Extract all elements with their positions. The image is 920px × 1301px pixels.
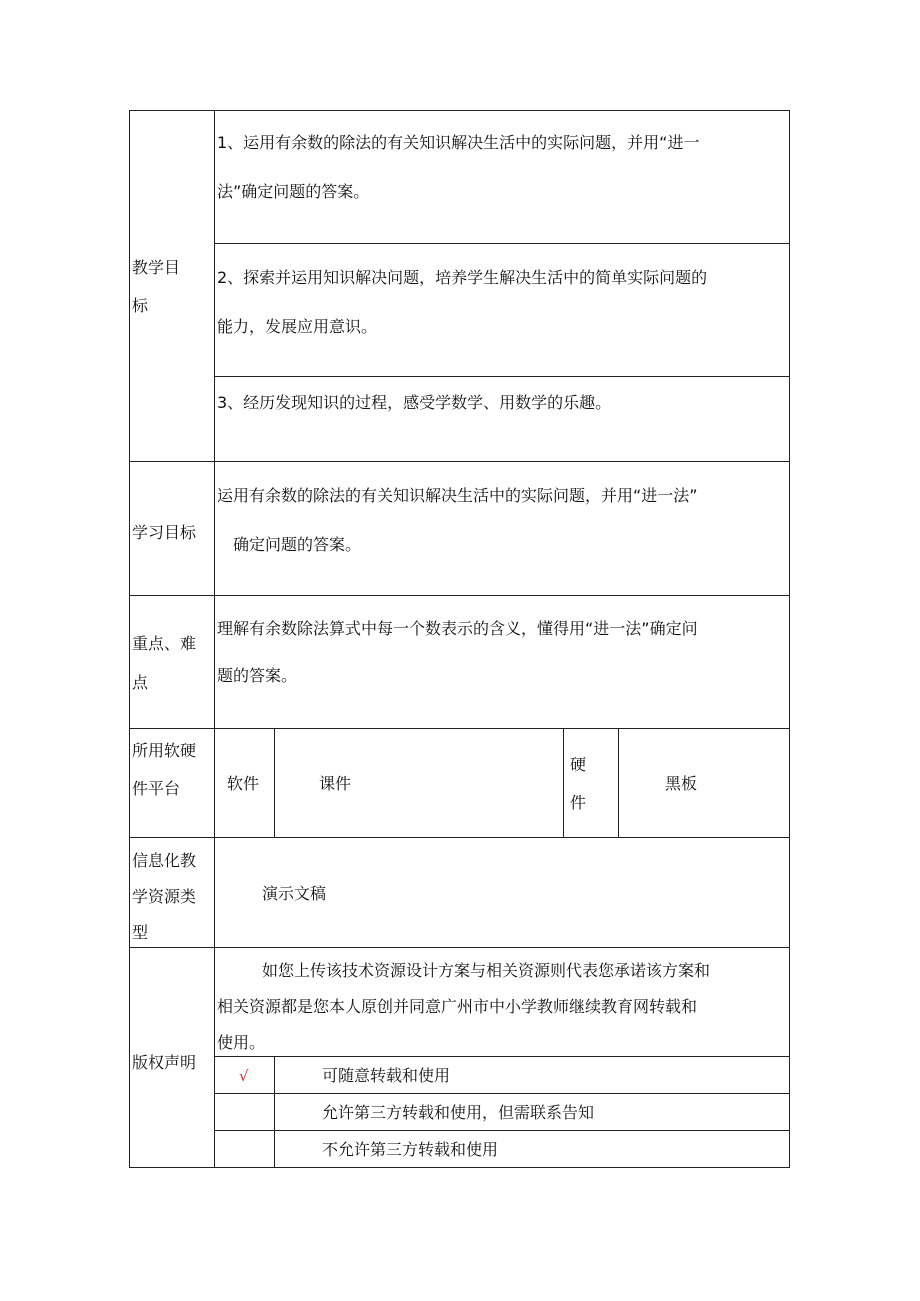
goal-divider-1 xyxy=(214,243,790,244)
row-divider-learning xyxy=(129,461,790,462)
option-1-text: 可随意转载和使用 xyxy=(322,1066,451,1085)
resource-type-label-line1: 信息化教 xyxy=(132,851,197,870)
option-mark-divider xyxy=(274,1056,275,1168)
table-border-top xyxy=(129,110,790,111)
row-divider-resource xyxy=(129,837,790,838)
software-label: 软件 xyxy=(227,774,260,793)
copyright-statement-line1: 如您上传该技术资源设计方案与相关资源则代表您承诺该方案和 xyxy=(262,961,711,980)
option-divider-1 xyxy=(214,1056,790,1057)
goal2-line1: 2、探索并运用知识解决问题，培养学生解决生活中的简单实际问题的 xyxy=(217,268,708,287)
learning-goals-line2: 确定问题的答案。 xyxy=(233,535,362,554)
goal1-line1: 1、运用有余数的除法的有关知识解决生活中的实际问题，并用“进一 xyxy=(217,133,700,152)
table-border-bottom xyxy=(129,1167,790,1168)
learning-goals-line1: 运用有余数的除法的有关知识解决生活中的实际问题，并用“进一法” xyxy=(217,486,698,505)
key-points-label-line2: 点 xyxy=(132,673,149,692)
goal3-line1: 3、经历发现知识的过程，感受学数学、用数学的乐趣。 xyxy=(217,393,612,412)
hardware-label-line1: 硬 xyxy=(570,755,587,774)
platform-divider-3 xyxy=(618,728,619,838)
hardware-value: 黑板 xyxy=(665,774,698,793)
teaching-goals-label-line2: 标 xyxy=(132,296,149,315)
resource-type-value: 演示文稿 xyxy=(262,884,327,903)
option-3-text: 不允许第三方转载和使用 xyxy=(322,1140,499,1159)
copyright-statement-line3: 使用。 xyxy=(217,1033,266,1052)
key-points-label-line1: 重点、难 xyxy=(132,634,197,653)
table-border-right xyxy=(789,110,790,1168)
table-border-left xyxy=(129,110,130,1168)
goal1-line2: 法”确定问题的答案。 xyxy=(217,182,370,201)
platform-label-line2: 件平台 xyxy=(132,779,181,798)
row-divider-platform xyxy=(129,728,790,729)
goal2-line2: 能力，发展应用意识。 xyxy=(217,317,378,336)
platform-divider-2 xyxy=(563,728,564,838)
learning-goals-label: 学习目标 xyxy=(132,523,197,542)
option-divider-3 xyxy=(214,1130,790,1131)
platform-divider-1 xyxy=(274,728,275,838)
label-column-divider xyxy=(214,110,215,1168)
option-divider-2 xyxy=(214,1093,790,1094)
option-1-checkmark[interactable]: √ xyxy=(239,1067,249,1085)
resource-type-label-line2: 学资源类 xyxy=(132,887,197,906)
hardware-label-line2: 件 xyxy=(570,793,587,812)
software-value: 课件 xyxy=(319,774,352,793)
row-divider-keypoints xyxy=(129,595,790,596)
goal-divider-2 xyxy=(214,376,790,377)
copyright-label: 版权声明 xyxy=(132,1053,197,1072)
key-points-line1: 理解有余数除法算式中每一个数表示的含义，懂得用“进一法”确定问 xyxy=(217,619,698,638)
platform-label-line1: 所用软硬 xyxy=(132,741,197,760)
row-divider-copyright xyxy=(129,947,790,948)
key-points-line2: 题的答案。 xyxy=(217,666,298,685)
option-2-text: 允许第三方转载和使用，但需联系告知 xyxy=(322,1103,595,1122)
resource-type-label-line3: 型 xyxy=(132,923,149,942)
copyright-statement-line2: 相关资源都是您本人原创并同意广州市中小学教师继续教育网转载和 xyxy=(217,997,698,1016)
teaching-goals-label-line1: 教学目 xyxy=(132,258,181,277)
